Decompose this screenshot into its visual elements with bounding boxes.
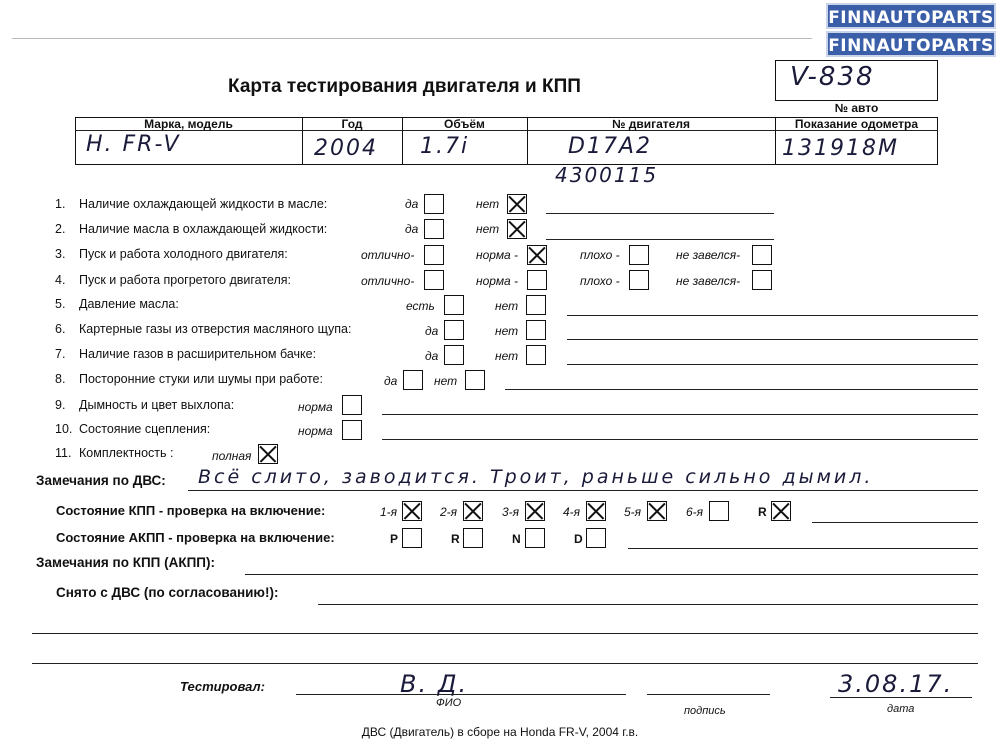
item-9-label: Дымность и цвет выхлопа: bbox=[79, 398, 235, 412]
akpp-gear-n-checkbox[interactable] bbox=[525, 528, 545, 548]
akpp-label: Состояние АКПП - проверка на включение: bbox=[56, 530, 335, 545]
item-3-normal-checkbox[interactable] bbox=[527, 245, 547, 265]
date-value: 3.08.17. bbox=[838, 670, 954, 698]
item-1-label: Наличие охлаждающей жидкости в масле: bbox=[79, 197, 328, 211]
item-5-yes-checkbox[interactable] bbox=[444, 295, 464, 315]
item-10-label: Состояние сцепления: bbox=[79, 422, 211, 436]
remarks-engine-value: Всё слито, заводится. Троит, раньше сильно дымил. bbox=[198, 466, 874, 488]
item-5-opt-yes: есть bbox=[406, 299, 435, 313]
item-11-label: Комплектность : bbox=[79, 446, 174, 460]
item-10-normal-checkbox[interactable] bbox=[342, 420, 362, 440]
volume-label: Объём bbox=[444, 117, 485, 131]
odometer-value: 131918M bbox=[782, 136, 899, 161]
item-8-num: 8. bbox=[55, 372, 66, 386]
item-8-label: Посторонние стуки или шумы при работе: bbox=[79, 372, 323, 386]
kpp-gear-3-label: 3-я bbox=[502, 505, 520, 519]
item-9-opt-normal: норма bbox=[298, 400, 333, 414]
item-7-num: 7. bbox=[55, 347, 66, 361]
brand-value: H. FR-V bbox=[86, 132, 181, 157]
kpp-gear-r-checkbox[interactable] bbox=[771, 501, 791, 521]
item-5-label: Давление масла: bbox=[79, 297, 179, 311]
item-4-normal-checkbox[interactable] bbox=[527, 270, 547, 290]
item-8-no-checkbox[interactable] bbox=[465, 370, 485, 390]
item-10-opt-normal: норма bbox=[298, 424, 333, 438]
kpp-gear-1-label: 1-я bbox=[380, 505, 398, 519]
item-4-num: 4. bbox=[55, 273, 66, 287]
watermark-logo-bottom: FINNAUTOPARTS bbox=[826, 31, 996, 57]
item-11-opt-full: полная bbox=[212, 449, 252, 463]
remarks-kpp-label: Замечания по КПП (АКПП): bbox=[36, 555, 215, 570]
item-2-opt-no: нет bbox=[476, 222, 500, 236]
item-7-line bbox=[567, 364, 978, 365]
item-6-num: 6. bbox=[55, 322, 66, 336]
item-5-line bbox=[567, 315, 978, 316]
item-1-opt-no: нет bbox=[476, 197, 500, 211]
item-6-opt-yes: да bbox=[425, 324, 439, 338]
form-title: Карта тестирования двигателя и КПП bbox=[228, 76, 581, 97]
item-3-opt-normal: норма - bbox=[476, 248, 519, 262]
item-1-opt-yes: да bbox=[405, 197, 419, 211]
kpp-gear-6-checkbox[interactable] bbox=[709, 501, 729, 521]
item-2-num: 2. bbox=[55, 222, 66, 236]
akpp-line bbox=[628, 548, 978, 549]
item-10-line bbox=[382, 439, 978, 440]
item-8-opt-no: нет bbox=[434, 374, 458, 388]
item-3-nostart-checkbox[interactable] bbox=[752, 245, 772, 265]
akpp-gear-r-label: R bbox=[451, 532, 460, 546]
item-1-num: 1. bbox=[55, 197, 66, 211]
item-7-no-checkbox[interactable] bbox=[526, 345, 546, 365]
tested-signature: В. Д. bbox=[400, 670, 469, 698]
kpp-gear-1-checkbox[interactable] bbox=[402, 501, 422, 521]
kpp-gear-6-label: 6-я bbox=[686, 505, 704, 519]
kpp-gear-r-label: R bbox=[758, 505, 767, 519]
remarks-engine-line bbox=[188, 490, 978, 491]
engine-value-2: 4300115 bbox=[555, 163, 659, 187]
date-label: дата bbox=[887, 703, 915, 715]
auto-number-value: V-838 bbox=[790, 62, 875, 92]
auto-number-label: № авто bbox=[834, 101, 879, 115]
item-4-opt-excellent: отлично- bbox=[361, 274, 415, 288]
kpp-gear-4-checkbox[interactable] bbox=[586, 501, 606, 521]
kpp-gear-3-checkbox[interactable] bbox=[525, 501, 545, 521]
akpp-gear-d-checkbox[interactable] bbox=[586, 528, 606, 548]
item-3-opt-excellent: отлично- bbox=[361, 248, 415, 262]
top-rule bbox=[12, 38, 812, 39]
item-7-label: Наличие газов в расширительном бачке: bbox=[79, 347, 317, 361]
item-6-no-checkbox[interactable] bbox=[526, 320, 546, 340]
odometer-label: Показание одометра bbox=[794, 117, 919, 131]
item-9-num: 9. bbox=[55, 398, 66, 412]
item-11-full-checkbox[interactable] bbox=[258, 444, 278, 464]
item-2-line bbox=[546, 239, 774, 240]
notes-line-2 bbox=[32, 663, 978, 664]
item-7-opt-no: нет bbox=[495, 349, 519, 363]
item-2-no-checkbox[interactable] bbox=[507, 219, 527, 239]
akpp-gear-r-checkbox[interactable] bbox=[463, 528, 483, 548]
item-6-label: Картерные газы из отверстия масляного щупа: bbox=[79, 322, 352, 336]
item-4-excellent-checkbox[interactable] bbox=[424, 270, 444, 290]
page-caption: ДВС (Двигатель) в сборе на Honda FR-V, 2004 г.в. bbox=[361, 725, 639, 739]
akpp-gear-p-label: P bbox=[390, 532, 399, 546]
remarks-kpp-line bbox=[245, 574, 978, 575]
kpp-gear-2-checkbox[interactable] bbox=[463, 501, 483, 521]
item-5-opt-no: нет bbox=[495, 299, 519, 313]
watermark-logo-top: FINNAUTOPARTS bbox=[826, 3, 996, 29]
year-label: Год bbox=[341, 117, 363, 131]
item-4-nostart-checkbox[interactable] bbox=[752, 270, 772, 290]
engine-value: D17A2 bbox=[568, 134, 652, 159]
kpp-gear-4-label: 4-я bbox=[563, 505, 581, 519]
item-6-opt-no: нет bbox=[495, 324, 519, 338]
fio-label: ФИО bbox=[436, 697, 462, 709]
item-9-normal-checkbox[interactable] bbox=[342, 395, 362, 415]
kpp-gear-2-label: 2-я bbox=[440, 505, 458, 519]
item-6-yes-checkbox[interactable] bbox=[444, 320, 464, 340]
removed-label: Снято с ДВС (по согласованию!): bbox=[56, 585, 279, 600]
item-4-opt-normal: норма - bbox=[476, 274, 519, 288]
item-4-opt-nostart: не завелся- bbox=[676, 274, 741, 288]
date-line bbox=[830, 697, 972, 698]
fio-line bbox=[296, 694, 626, 695]
akpp-gear-n-label: N bbox=[512, 532, 521, 546]
akpp-gear-p-checkbox[interactable] bbox=[402, 528, 422, 548]
item-2-yes-checkbox[interactable] bbox=[424, 219, 444, 239]
remarks-engine-label: Замечания по ДВС: bbox=[36, 473, 166, 488]
item-8-opt-yes: да bbox=[384, 374, 398, 388]
engine-label: № двигателя bbox=[612, 117, 690, 131]
item-4-bad-checkbox[interactable] bbox=[629, 270, 649, 290]
item-3-opt-nostart: не завелся- bbox=[676, 248, 741, 262]
kpp-line bbox=[812, 522, 978, 523]
akpp-gear-d-label: D bbox=[574, 532, 583, 546]
item-3-num: 3. bbox=[55, 247, 66, 261]
item-5-no-checkbox[interactable] bbox=[526, 295, 546, 315]
kpp-label: Состояние КПП - проверка на включение: bbox=[56, 503, 326, 518]
item-3-bad-checkbox[interactable] bbox=[629, 245, 649, 265]
item-4-opt-bad: плохо - bbox=[580, 274, 620, 288]
sign-label: подпись bbox=[684, 705, 726, 717]
item-5-num: 5. bbox=[55, 297, 66, 311]
item-3-excellent-checkbox[interactable] bbox=[424, 245, 444, 265]
item-3-label: Пуск и работа холодного двигателя: bbox=[79, 247, 288, 261]
notes-line-1 bbox=[32, 633, 978, 634]
item-11-num: 11. bbox=[55, 446, 72, 460]
item-9-line bbox=[382, 414, 978, 415]
item-7-yes-checkbox[interactable] bbox=[444, 345, 464, 365]
item-8-yes-checkbox[interactable] bbox=[403, 370, 423, 390]
kpp-gear-5-checkbox[interactable] bbox=[647, 501, 667, 521]
item-8-line bbox=[505, 389, 978, 390]
volume-value: 1.7i bbox=[420, 134, 470, 159]
item-2-opt-yes: да bbox=[405, 222, 419, 236]
item-1-line bbox=[546, 213, 774, 214]
sign-line bbox=[647, 694, 770, 695]
item-1-yes-checkbox[interactable] bbox=[424, 194, 444, 214]
tested-label: Тестировал: bbox=[180, 679, 265, 694]
item-7-opt-yes: да bbox=[425, 349, 439, 363]
kpp-gear-5-label: 5-я bbox=[624, 505, 642, 519]
item-6-line bbox=[567, 339, 978, 340]
brand-label: Марка, модель bbox=[144, 117, 233, 131]
item-2-label: Наличие масла в охлаждающей жидкости: bbox=[79, 222, 328, 236]
item-3-opt-bad: плохо - bbox=[580, 248, 620, 262]
item-10-num: 10. bbox=[55, 422, 73, 436]
item-4-label: Пуск и работа прогретого двигателя: bbox=[79, 273, 291, 287]
year-value: 2004 bbox=[314, 136, 378, 161]
item-1-no-checkbox[interactable] bbox=[507, 194, 527, 214]
removed-line bbox=[318, 604, 978, 605]
